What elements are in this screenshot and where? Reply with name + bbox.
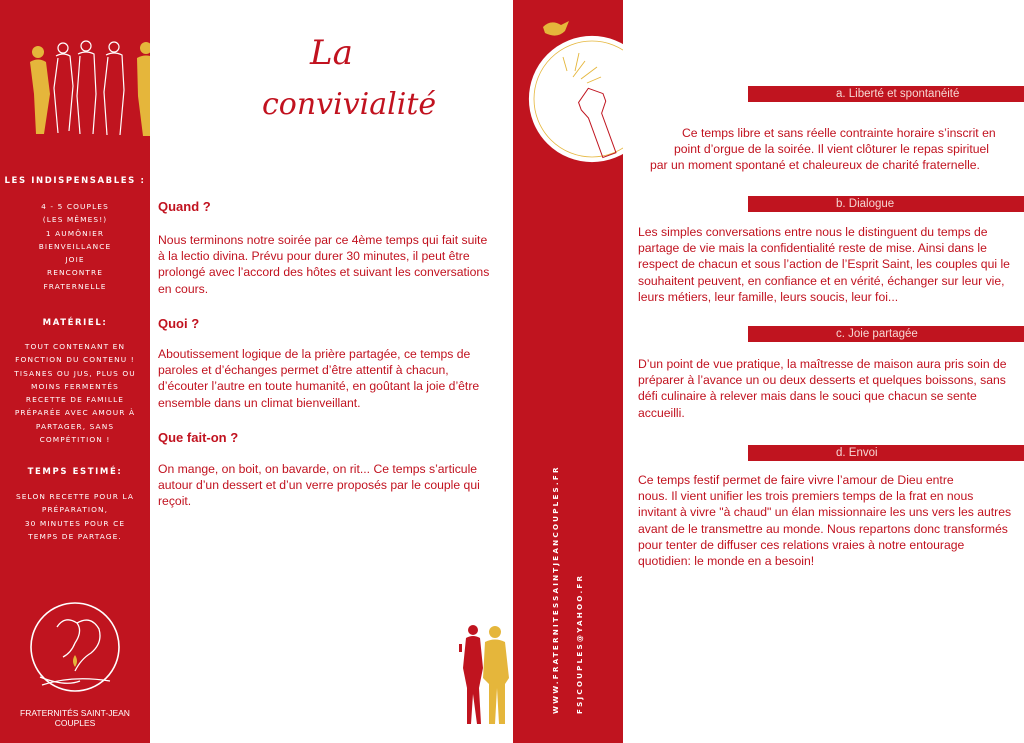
- body-line: à la lectio divina. Prévu pour durer 30 minutes, il peut être: [158, 249, 470, 264]
- body-line: reçoit.: [158, 494, 192, 509]
- essentials-list: [0, 200, 150, 293]
- body-line: autour d’un dessert et d’un verre proposés par le couple qui: [158, 478, 480, 493]
- body-line: paroles et d’échanges permet d’être attentif à chacun,: [158, 363, 449, 378]
- section-body-dialogue: [638, 224, 1022, 305]
- body-line: Nous terminons notre soirée par ce 4ème temps qui fait suite: [158, 233, 488, 247]
- material-line: MOINS FERMENTÉS: [31, 381, 119, 391]
- time-line: PRÉPARATION,: [41, 505, 109, 515]
- section-body-liberte: [650, 125, 1024, 174]
- essentials-item: JOIE: [65, 255, 85, 265]
- body-line: souhaitent peuvent, en confiance et en vérité, échanger sur leur vie,: [638, 273, 1005, 288]
- section-body-envoi: [638, 472, 1022, 569]
- body-line: Ce temps libre et sans réelle contrainte horaire s’inscrit en: [682, 126, 996, 140]
- body-line: leurs métiers, leur famille, leurs soucis, leur foi...: [638, 289, 899, 304]
- body-line: pour tenter de diffuser ces relations vraies à notre entourage: [638, 537, 965, 552]
- email-text: FSJCOUPLES@YAHOO.FR: [575, 573, 584, 714]
- body-line: préparer à l’avance un ou deux desserts et quelques boissons, sans: [638, 373, 1006, 388]
- body-line: d’écouter l’autre en toute humanité, en goûtant la joie d’être: [158, 379, 480, 394]
- fraternites-logo: [22, 597, 128, 703]
- section-bar-joie: c. Joie partagée: [748, 326, 1024, 342]
- material-line: PARTAGER, SANS: [35, 421, 115, 431]
- body-line: quotidien: le monde en a besoin!: [638, 554, 815, 569]
- section-heading-what: Quoi ?: [158, 316, 200, 331]
- section-body-joie: [638, 356, 1022, 421]
- body-line: nous. Il vient unifier les trois premiers temps de la frat en nous: [638, 489, 974, 504]
- logo-caption-line-2: COUPLES: [54, 718, 96, 728]
- material-line: TISANES OU JUS, PLUS OU: [14, 368, 136, 378]
- material-line: TOUT CONTENANT EN: [24, 342, 126, 351]
- body-line: avant de le transmettre au monde. Nous repartons donc transformés: [638, 521, 1008, 536]
- time-line: SELON RECETTE POUR LA: [15, 492, 135, 501]
- body-line: invitant à vivre "à chaud" un élan missionnaire les uns vers les autres: [638, 505, 1012, 520]
- time-line: TEMPS DE PARTAGE.: [28, 531, 122, 541]
- section-bar-dialogue: b. Dialogue: [748, 196, 1024, 212]
- material-heading: MATÉRIEL:: [42, 318, 108, 328]
- left-sidebar-band: [0, 0, 150, 743]
- body-line: Ce temps festif permet de faire vivre l’amour de Dieu entre: [638, 473, 954, 487]
- logo-caption-line-1: FRATERNITÉS SAINT-JEAN: [20, 708, 130, 718]
- material-line: RECETTE DE FAMILLE: [25, 395, 125, 405]
- page-title-la: La: [310, 33, 353, 73]
- material-list: [0, 340, 150, 446]
- body-line: D’un point de vue pratique, la maîtresse de maison aura pris soin de: [638, 357, 1007, 371]
- body-line: respect de chacun et sous l’action de l’Esprit Saint, les couples qui le: [638, 257, 1010, 272]
- essentials-item: RENCONTRE: [46, 268, 104, 278]
- body-line: accueilli.: [638, 405, 685, 420]
- essentials-item: BIENVEILLANCE: [38, 241, 112, 251]
- essentials-item: 1 AUMÔNIER: [45, 228, 105, 238]
- group-silhouette-illustration: [18, 38, 168, 138]
- section-heading-when: Quand ?: [158, 199, 211, 214]
- essentials-item: 4 - 5 COUPLES: [41, 202, 109, 211]
- section-bar-liberte: a. Liberté et spontanéité: [748, 86, 1024, 102]
- body-line: partage de vie mais la confidentialité reste de mise. Ainsi dans le: [638, 241, 987, 256]
- time-list: [0, 490, 150, 543]
- time-line: 30 MINUTES POUR CE: [24, 518, 126, 528]
- section-heading-activities: Que fait-on ?: [158, 430, 239, 445]
- body-line: Les simples conversations entre nous le distinguent du temps de: [638, 225, 988, 239]
- section-body-activities: [158, 461, 503, 510]
- material-line: FONCTION DU CONTENU !: [15, 355, 135, 365]
- body-line: Aboutissement logique de la prière partagée, ce temps de: [158, 347, 471, 361]
- section-body-when: [158, 232, 503, 297]
- body-line: On mange, on boit, on bavarde, on rit... Ce temps s’articule: [158, 462, 478, 476]
- body-line: par un moment spontané et chaleureux de charité fraternelle.: [650, 158, 980, 173]
- body-line: défi culinaire à relever mais dans le souci que chacun se sente: [638, 389, 977, 404]
- section-body-what: [158, 346, 503, 411]
- body-line: point d’orgue de la soirée. Il vient clôturer le repas spirituel: [674, 142, 990, 157]
- couple-silhouette-illustration: [455, 622, 517, 726]
- body-line: en cours.: [158, 281, 209, 296]
- body-line: prolongé avec l’accord des hôtes et suivant les conversations: [158, 265, 490, 280]
- page-title-convivialite: convivialité: [262, 87, 437, 122]
- time-heading: TEMPS ESTIMÉ:: [27, 467, 123, 477]
- essentials-heading: LES INDISPENSABLES :: [4, 176, 146, 186]
- essentials-item: FRATERNELLE: [43, 281, 107, 291]
- website-text: WWW.FRATERNITESSAINTJEANCOUPLES.FR: [551, 465, 560, 714]
- essentials-item: (LES MÊMES!): [42, 215, 108, 225]
- material-line: COMPÉTITION !: [39, 435, 111, 445]
- section-bar-envoi: d. Envoi: [748, 445, 1024, 461]
- body-line: ensemble dans un climat bienveillant.: [158, 395, 361, 410]
- material-line: PRÉPARÉE AVEC AMOUR À: [14, 408, 136, 418]
